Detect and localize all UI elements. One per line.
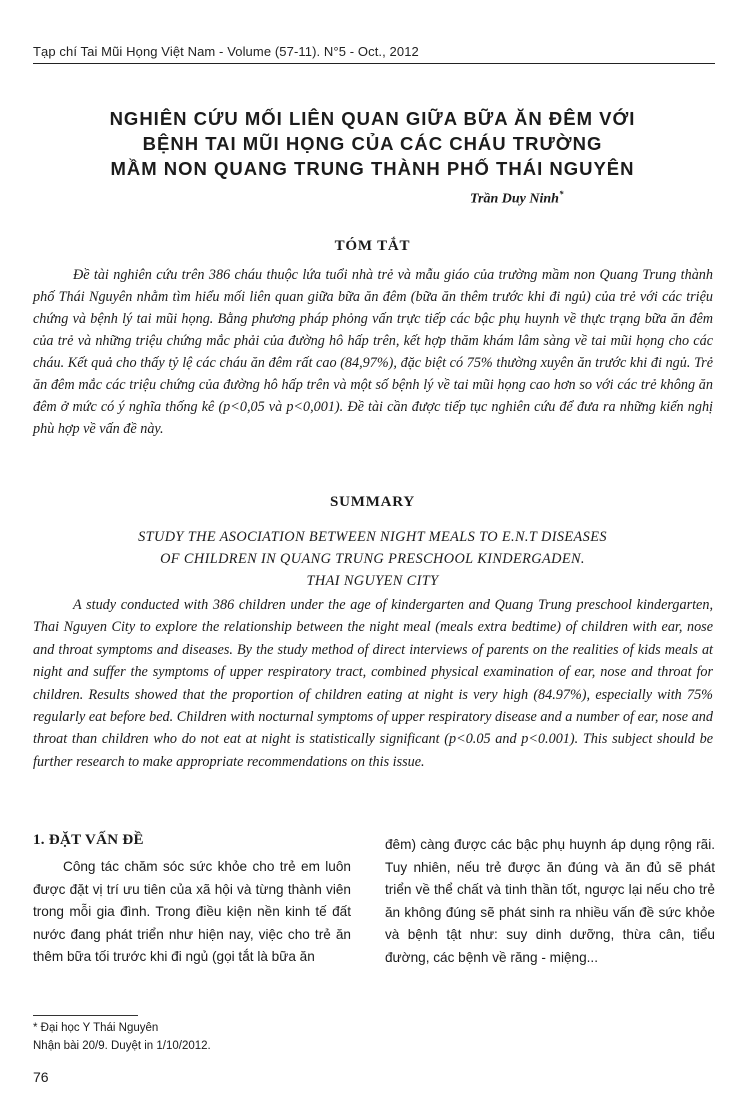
article-title-line: NGHIÊN CỨU MỐI LIÊN QUAN GIỮA BỮA ĂN ĐÊM VỚI	[109, 108, 636, 129]
journal-running-header: Tạp chí Tai Mũi Họng Việt Nam - Volume (57-11). N°5 - Oct., 2012	[33, 44, 419, 59]
section-1-right-column: đêm) càng được các bậc phụ huynh áp dụng rộng rãi. Tuy nhiên, nếu trẻ được ăn đúng và ăn đủ sẽ phát triển về thể chất và tinh thần tốt, ngược lại nếu cho trẻ ăn không đúng sẽ phát sinh ra nhiều vấn đề sức khỏe và bệnh tật như: suy dinh dưỡng, thừa cân, tiểu đường, các bệnh về răng - miệng...	[385, 837, 715, 965]
summary-english-title	[40, 526, 705, 592]
section-1-heading: 1. ĐẶT VẤN ĐỀ	[33, 832, 144, 848]
abstract-en-text: A study conducted with 386 children under the age of kindergarten and Quang Trung preschool kindergarten, Thai Nguyen City to explore the relationship between the night meal (meals extra bedtime) of children with ear, nose and throat symptoms and diseases. By the study method of direct interviews of parents on the realities of kids meals at night and suffer the symptoms of upper respiratory tract, combined physical examination of ear, nose and throat for children. Results showed that the proportion of children eating at night is very high (84.97%), especially with 75% regularly eat before bed. Children with nocturnal symptoms of upper respiratory disease and a number of ear, nose and throat than children who do not eat at night is statistically significant (p<0.05 and p<0.001). This subject should be further research to make appropriate recommendations on this issue.	[33, 597, 713, 770]
author-byline	[470, 189, 563, 208]
summary-heading: SUMMARY	[329, 494, 416, 510]
section-1-left-column: Công tác chăm sóc sức khỏe cho trẻ em luôn được đặt vị trí ưu tiên của xã hội và từng thành viên trong mỗi gia đình. Trong điều kiện nền kinh tế đất nước đang phát triển như hiện nay, việc cho trẻ ăn thêm bữa tối trước khi đi ngủ (gọi tắt là bữa ăn	[33, 859, 351, 965]
article-title	[40, 106, 705, 181]
footnote-received-date: Nhận bài 20/9. Duyệt in 1/10/2012.	[33, 1040, 211, 1052]
summary-title-line: STUDY THE ASOCIATION BETWEEN NIGHT MEALS TO E.N.T DISEASES	[138, 529, 607, 545]
header-rule	[33, 63, 715, 64]
footnote-rule	[33, 1015, 138, 1016]
abstract-vi-heading: TÓM TẮT	[334, 238, 411, 254]
summary-title-line: OF CHILDREN IN QUANG TRUNG PRESCHOOL KINDERGADEN.	[160, 551, 585, 567]
author-footnote-mark: *	[558, 189, 564, 199]
footnote-affiliation: * Đại học Y Thái Nguyên	[33, 1022, 159, 1034]
abstract-vi-text: Đề tài nghiên cứu trên 386 cháu thuộc lứa tuổi nhà trẻ và mẫu giáo của trường mầm non Quang Trung thành phố Thái Nguyên nhằm tìm hiểu mối liên quan giữa bữa ăn đêm (bữa ăn thêm trước khi đi ngủ) của trẻ với các triệu chứng và bệnh lý tai mũi họng. Bằng phương pháp phỏng vấn trực tiếp các bậc phụ huynh về thực trạng bữa ăn đêm của trẻ và những triệu chứng mắc phải của đường hô hấp trên, kết hợp thăm khám lâm sàng về tai mũi họng cho các cháu. Kết quả cho thấy tỷ lệ các cháu ăn đêm rất cao (84,97%), đặc biệt có 75% thường xuyên ăn trước khi đi ngủ. Trẻ ăn đêm mắc các triệu chứng của đường hô hấp trên và một số bệnh lý về tai mũi họng cao hơn so với các trẻ không ăn đêm ở mức có ý nghĩa thống kê (p<0,05 và p<0,001). Đề tài cần được tiếp tục nghiên cứu để đưa ra những kiến nghị phù hợp về vấn đề này.	[33, 267, 713, 437]
page-number: 76	[33, 1069, 49, 1085]
article-title-line: MẦM NON QUANG TRUNG THÀNH PHỐ THÁI NGUYÊN	[110, 158, 635, 179]
article-title-line: BỆNH TAI MŨI HỌNG CỦA CÁC CHÁU TRƯỜNG	[142, 133, 603, 154]
author-name: Trần Duy Ninh	[470, 191, 559, 207]
summary-title-line: THAI NGUYEN CITY	[306, 573, 439, 589]
